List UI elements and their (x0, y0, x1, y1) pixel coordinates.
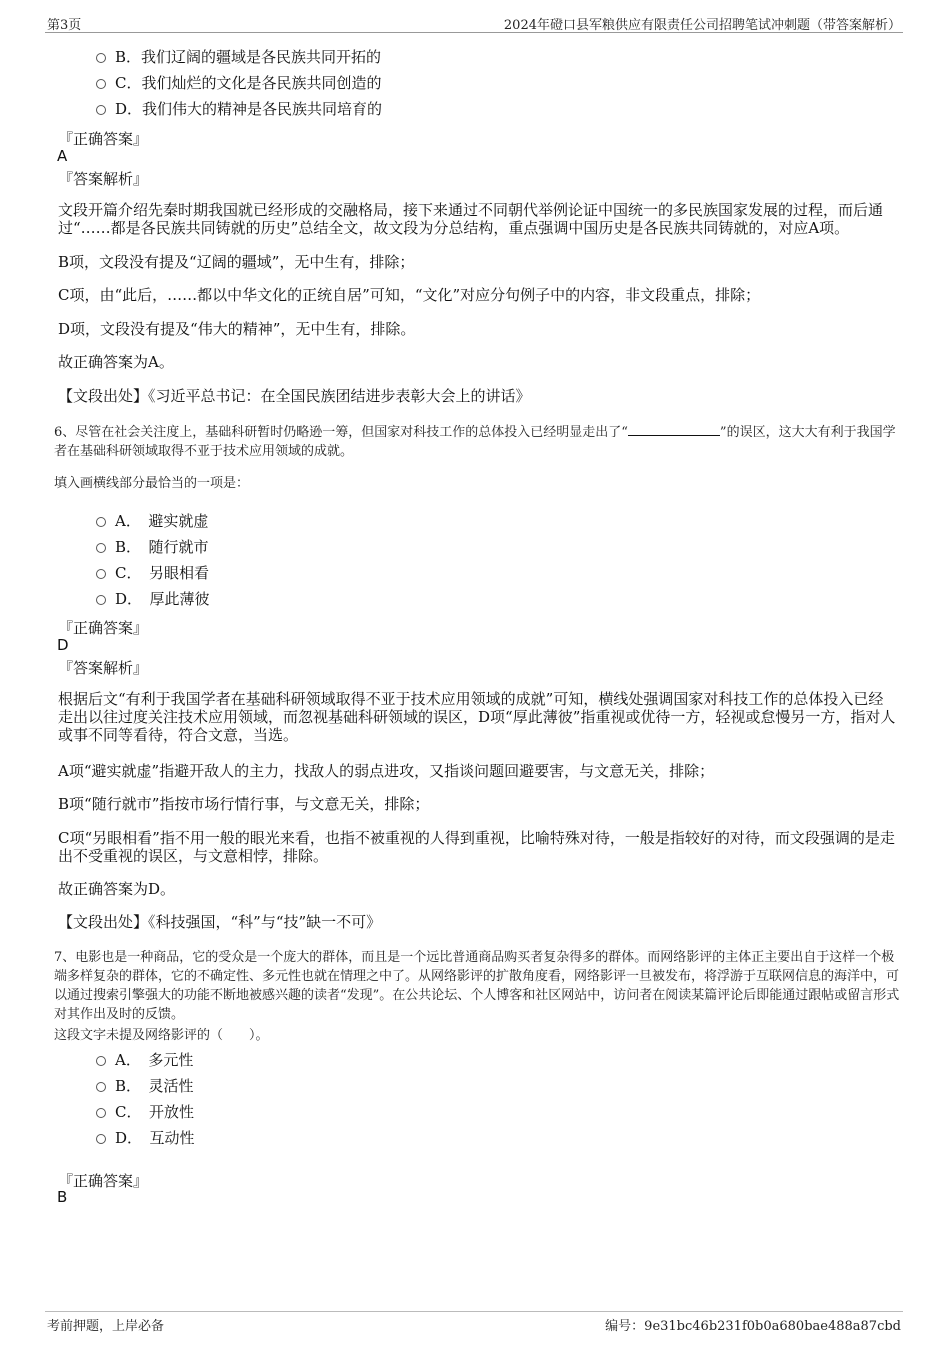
option-text: B．我们辽阔的疆域是各民族共同开拓的 (115, 48, 382, 66)
q6-analysis-para: B项“随行就市”指按市场行情行事，与文意无关，排除； (58, 795, 430, 813)
radio-icon[interactable] (96, 595, 106, 605)
q6-answer-label: 『正确答案』 (58, 619, 149, 637)
q6-stem-part1: 6、尽管在社会关注度上，基础科研暂时仍略逊一筹，但国家对科技工作的总体投入已经明显走出了“ (54, 425, 628, 440)
footer-slogan: 考前押题，上岸必备 (47, 1319, 165, 1334)
option-text: D．我们伟大的精神是各民族共同培育的 (115, 100, 383, 118)
q7-option-c[interactable] (96, 1103, 194, 1121)
q5-analysis-para: D项，文段没有提及“伟大的精神”，无中生有，排除。 (58, 320, 416, 338)
option-text: D． 互动性 (115, 1129, 195, 1147)
option-text: C． 开放性 (115, 1103, 194, 1121)
q6-prompt: 填入画横线部分最恰当的一项是： (54, 476, 250, 491)
q6-answer: D (57, 636, 69, 654)
q6-analysis-label: 『答案解析』 (58, 659, 149, 677)
q6-stem-part2: ”的误区，这大大有利于我国学者在基础科研领域取得不亚于技术应用领域的成就。 (54, 425, 896, 459)
option-text: A． 避实就虚 (115, 512, 209, 530)
page-header (45, 14, 903, 33)
radio-icon[interactable] (96, 1108, 106, 1118)
document-id: 编号：9e31bc46b231f0b0a680bae488a87cbd (605, 1319, 901, 1334)
q7-answer-label: 『正确答案』 (58, 1172, 149, 1190)
answer-blank (628, 423, 720, 436)
page-number: 第3页 (47, 18, 82, 33)
q7-stem: 7、电影也是一种商品，它的受众是一个庞大的群体，而且是一个远比普通商品购买者复杂得多的群体。而网络影评的主体正主要出自于这样一个极端多样复杂的群体，它的不确定性、多元性也就在情理之中了。从网络影评的扩散角度看，网络影评一旦被发布，将浮游于互联网信息的海洋中，可以通过搜索引擎强大的功能不断地被感兴趣的读者“发现”。在公共论坛、个人博客和社区网站中，访问者在阅读某篇评论后即能通过跟帖或留言形式对其作出及时的反馈。 (54, 950, 900, 1022)
option-text: B． 随行就市 (115, 538, 209, 556)
radio-icon[interactable] (96, 1056, 106, 1066)
radio-icon[interactable] (96, 1134, 106, 1144)
q5-analysis-label: 『答案解析』 (58, 170, 149, 188)
q6-option-c[interactable] (96, 564, 209, 582)
q7-option-b[interactable] (96, 1077, 194, 1095)
q7-option-a[interactable] (96, 1051, 193, 1069)
q6-analysis-para: 故正确答案为D。 (58, 880, 176, 898)
q5-option-c[interactable] (96, 74, 381, 92)
q7-answer: B (57, 1188, 68, 1206)
q5-analysis-para: 文段开篇介绍先秦时期我国就已经形成的交融格局，接下来通过不同朝代举例论证中国统一的多民族国家发展的过程，而后通过“……都是各民族共同铸就的历史”总结全文，故文段为分总结构，重点强调中国历史是各民族共同铸就的，对应A项。 (58, 201, 884, 237)
radio-icon[interactable] (96, 1082, 106, 1092)
radio-icon[interactable] (96, 53, 106, 63)
option-text: C． 另眼相看 (115, 564, 209, 582)
q5-option-d[interactable] (96, 100, 382, 118)
q6-option-b[interactable] (96, 538, 209, 556)
q6-analysis-para: A项“避实就虚”指避开敌人的主力，找敌人的弱点进攻，又指谈问题回避要害，与文意无关，排除； (58, 762, 715, 780)
option-text: A． 多元性 (115, 1051, 194, 1069)
q5-source: 【文段出处】《习近平总书记：在全国民族团结进步表彰大会上的讲话》 (58, 387, 531, 405)
radio-icon[interactable] (96, 517, 106, 527)
option-text: D． 厚此薄彼 (115, 590, 210, 608)
radio-icon[interactable] (96, 79, 106, 89)
q7-option-d[interactable] (96, 1129, 195, 1147)
q6-source: 【文段出处】《科技强国，“科”与“技”缺一不可》 (58, 913, 382, 931)
q6-option-d[interactable] (96, 590, 210, 608)
q5-analysis-para: B项，文段没有提及“辽阔的疆域”，无中生有，排除； (58, 253, 415, 271)
q5-analysis-para: C项，由“此后，……都以中华文化的正统自居”可知，“文化”对应分句例子中的内容，非文段重点，排除； (58, 286, 761, 304)
q5-answer: A (57, 147, 68, 165)
radio-icon[interactable] (96, 569, 106, 579)
radio-icon[interactable] (96, 543, 106, 553)
option-text: B． 灵活性 (115, 1077, 194, 1095)
option-text: C．我们灿烂的文化是各民族共同创造的 (115, 74, 382, 92)
q6-analysis-para: 根据后文“有利于我国学者在基础科研领域取得不亚于技术应用领域的成就”可知，横线处强调国家对科技工作的总体投入已经走出以往过度关注技术应用领域，而忽视基础科研领域的误区，D项“厚此薄彼”指重视或优待一方，轻视或怠慢另一方，指对人或事不同等看待，符合文意，当选。 (58, 690, 896, 744)
page-footer (45, 1311, 903, 1334)
q6-option-a[interactable] (96, 512, 208, 530)
radio-icon[interactable] (96, 105, 106, 115)
q7-prompt: 这段文字未提及网络影评的（ ）。 (54, 1028, 269, 1043)
q5-option-b[interactable] (96, 48, 381, 66)
document-title: 2024年磴口县军粮供应有限责任公司招聘笔试冲刺题（带答案解析） (503, 18, 901, 33)
q5-answer-label: 『正确答案』 (58, 130, 149, 148)
q6-stem (54, 423, 900, 461)
q5-analysis-para: 故正确答案为A。 (58, 353, 174, 371)
q6-analysis-para: C项“另眼相看”指不用一般的眼光来看，也指不被重视的人得到重视，比喻特殊对待，一般是指较好的对待，而文段强调的是走出不受重视的误区，与文意相悖，排除。 (58, 829, 895, 865)
